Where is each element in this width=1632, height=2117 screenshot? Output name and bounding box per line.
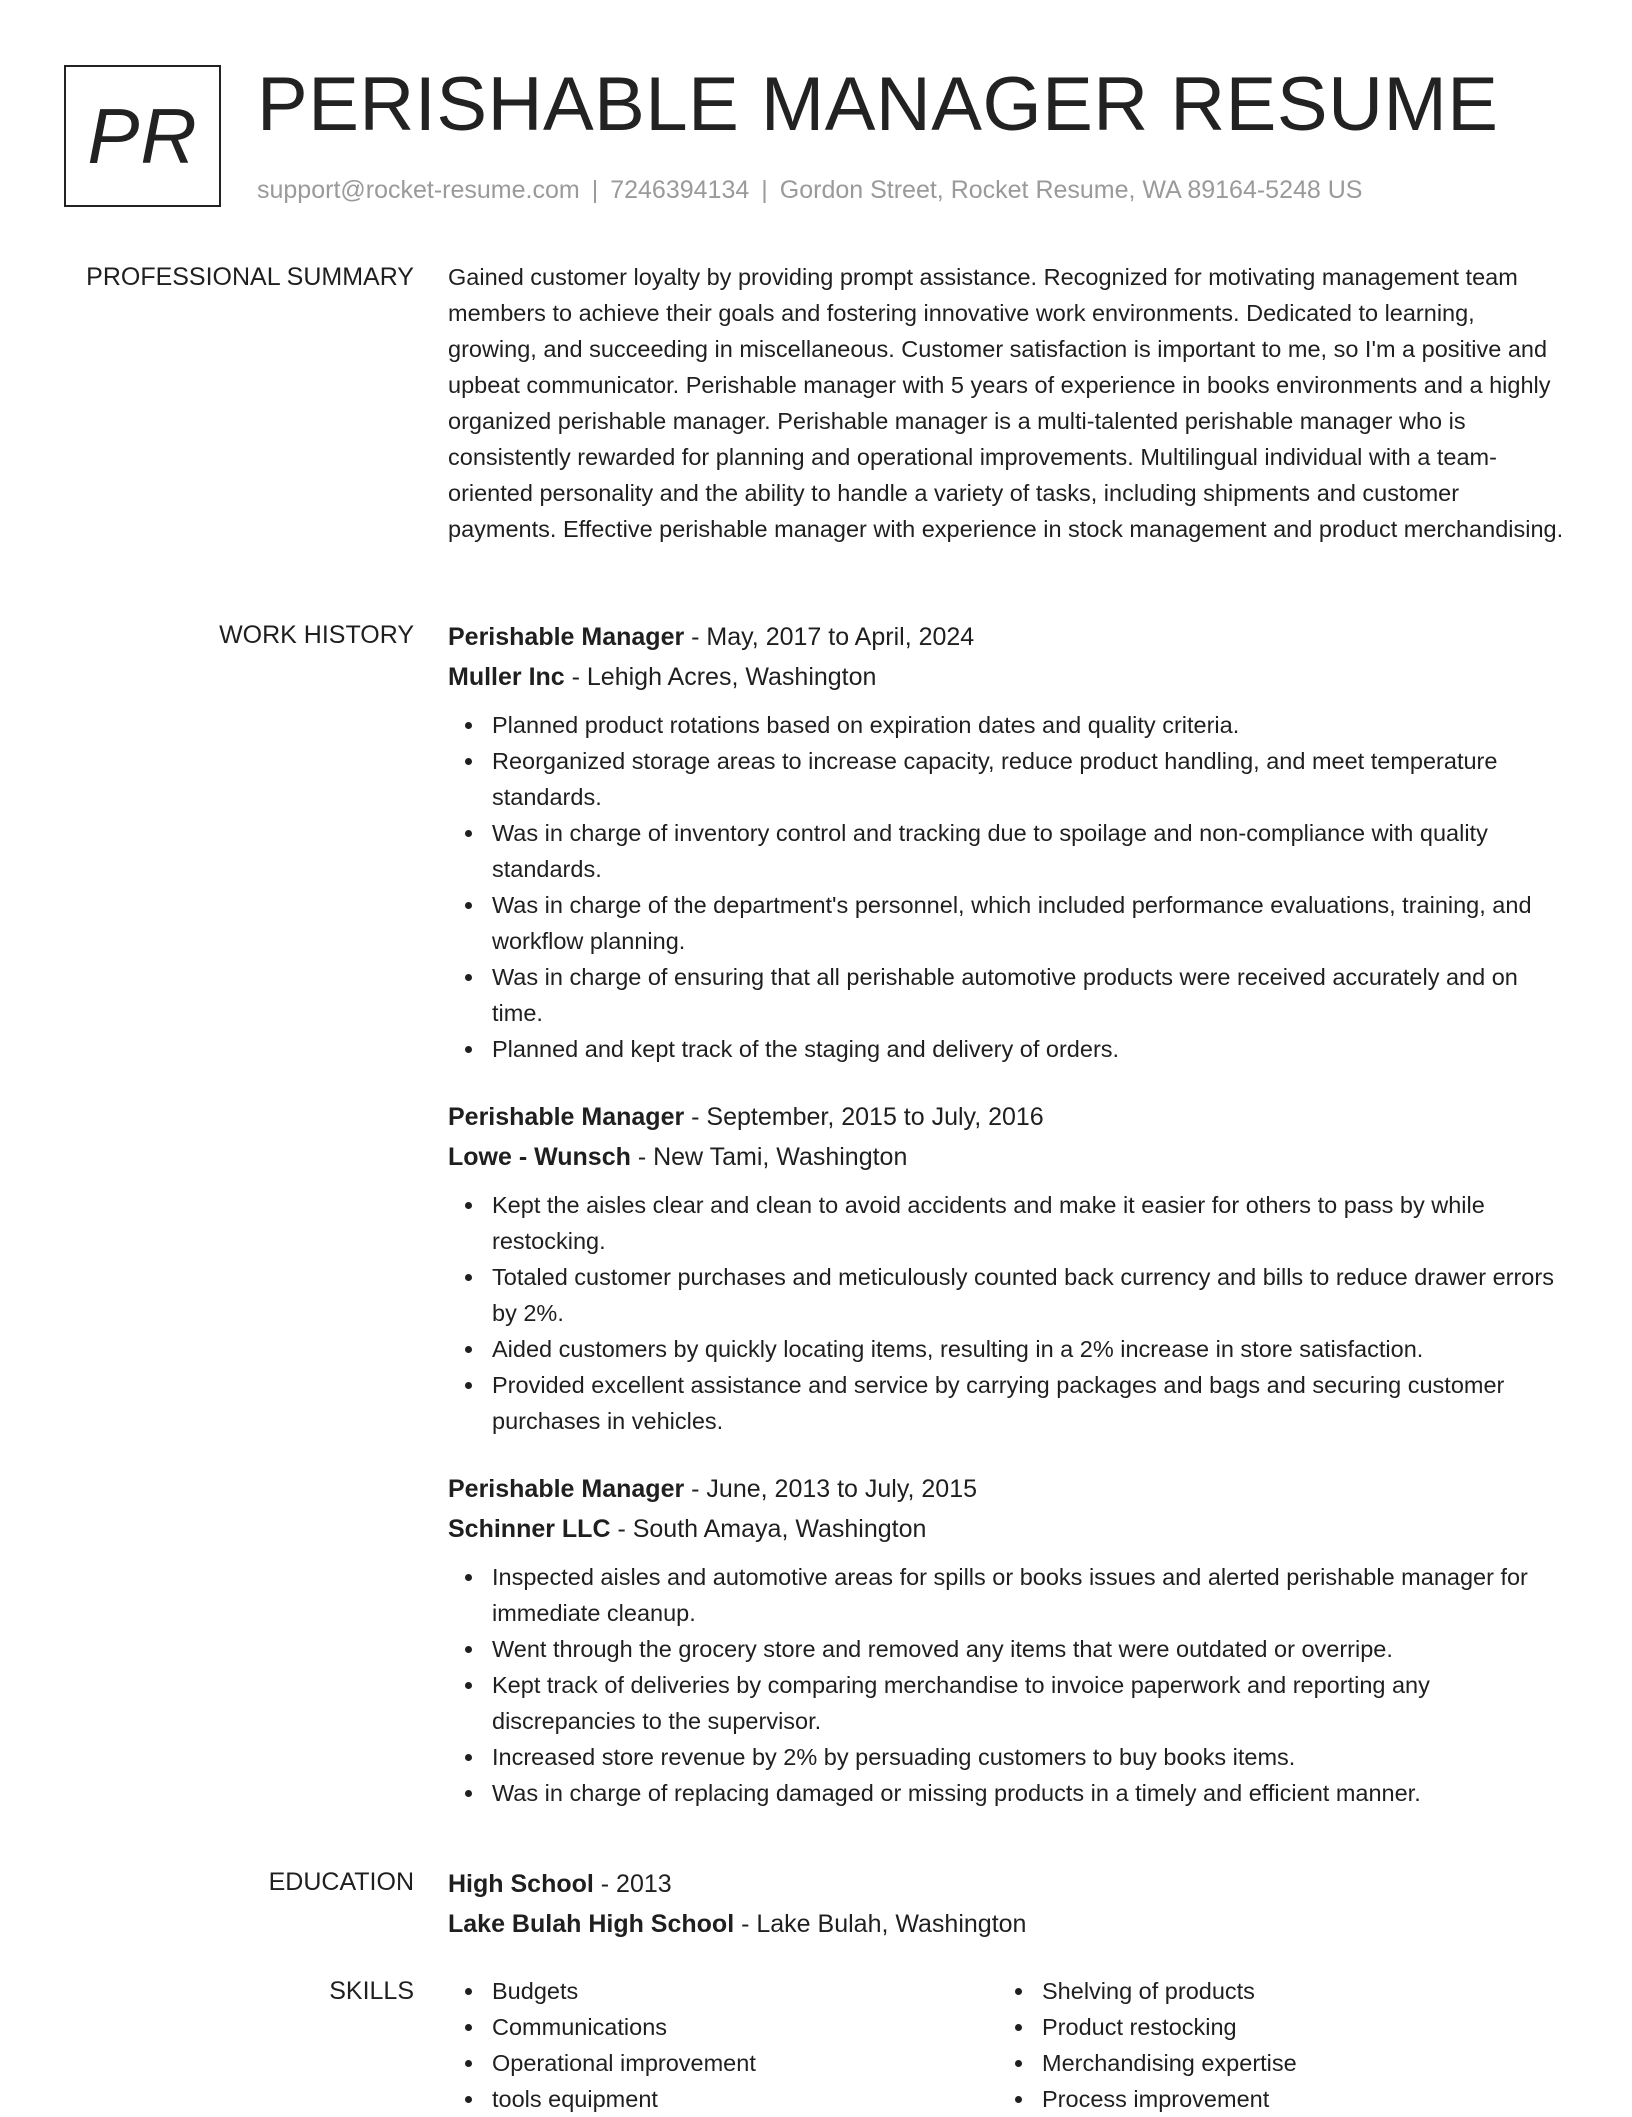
job-title: Perishable Manager	[448, 623, 685, 651]
list-item: Merchandising expertise	[998, 2045, 1548, 2081]
skills-list-right	[998, 1973, 1548, 2117]
contact-phone[interactable]: 7246394134	[610, 176, 750, 204]
list-item: Planned product rotations based on expiration dates and quality criteria.	[448, 707, 1566, 743]
summary-body	[448, 259, 1566, 547]
list-item: Operational improvement	[448, 2045, 998, 2081]
list-item: Planned and kept track of the staging and delivery of orders.	[448, 1031, 1566, 1067]
list-item: Inspected aisles and automotive areas for spills or books issues and alerted perishable manager for immediate cleanup.	[448, 1559, 1566, 1631]
job-dates: - June, 2013 to July, 2015	[684, 1475, 978, 1503]
work-history-body	[448, 617, 1566, 1841]
list-item: Communications	[448, 2009, 998, 2045]
job-company: Schinner LLC	[448, 1515, 611, 1543]
contact-separator: |	[761, 176, 768, 204]
job-entry	[448, 1097, 1566, 1439]
list-item: Kept the aisles clear and clean to avoid accidents and make it easier for others to pass by while restocking.	[448, 1187, 1566, 1259]
list-item: Process improvement	[998, 2081, 1548, 2117]
job-dates: - September, 2015 to July, 2016	[684, 1103, 1044, 1131]
contact-address: Gordon Street, Rocket Resume, WA 89164-5248 US	[779, 176, 1363, 204]
skills-columns	[448, 1973, 1566, 2117]
list-item: tools equipment	[448, 2081, 998, 2117]
list-item: Was in charge of inventory control and tracking due to spoilage and non-compliance with quality standards.	[448, 815, 1566, 887]
job-title-line	[448, 617, 1566, 657]
list-item: Shelving of products	[998, 1973, 1548, 2009]
summary-text: Gained customer loyalty by providing prompt assistance. Recognized for motivating management team members to achieve their goals and fostering innovative work environments. Dedicated to learning, growing, and succeeding in miscellaneous. Customer satisfaction is important to me, so I'm a positive and upbeat communicator. Perishable manager with 5 years of experience in books environments and a highly organized perishable manager. Perishable manager is a multi-talented perishable manager who is consistently rewarded for planning and operational improvements. Multilingual individual with a team-oriented personality and the ability to handle a variety of tasks, including shipments and customer payments. Effective perishable manager with experience in stock management and product merchandising.	[448, 264, 1564, 542]
job-bullets	[448, 1187, 1566, 1439]
job-title: Perishable Manager	[448, 1475, 685, 1503]
job-location: - Lehigh Acres, Washington	[564, 663, 877, 691]
summary-heading: PROFESSIONAL SUMMARY	[86, 263, 414, 291]
education-school: Lake Bulah High School	[448, 1910, 735, 1938]
skills-body	[448, 1973, 1566, 2117]
education-location: - Lake Bulah, Washington	[734, 1910, 1027, 1938]
job-title: Perishable Manager	[448, 1103, 685, 1131]
list-item: Aided customers by quickly locating items, resulting in a 2% increase in store satisfaction.	[448, 1331, 1566, 1367]
list-item: Reorganized storage areas to increase capacity, reduce product handling, and meet temperature standards.	[448, 743, 1566, 815]
contact-line	[257, 175, 1362, 205]
list-item: Totaled customer purchases and meticulously counted back currency and bills to reduce drawer errors by 2%.	[448, 1259, 1566, 1331]
job-company-line	[448, 657, 1566, 697]
education-degree: High School	[448, 1870, 594, 1898]
contact-email[interactable]: support@rocket-resume.com	[257, 176, 580, 204]
list-item: Increased store revenue by 2% by persuading customers to buy books items.	[448, 1739, 1566, 1775]
job-bullets	[448, 707, 1566, 1067]
education-heading: EDUCATION	[268, 1868, 414, 1896]
job-entry	[448, 617, 1566, 1067]
education-year: - 2013	[593, 1870, 672, 1898]
skills-column-right	[998, 1973, 1548, 2117]
list-item: Went through the grocery store and removed any items that were outdated or overripe.	[448, 1631, 1566, 1667]
job-company-line	[448, 1137, 1566, 1177]
job-title-line	[448, 1469, 1566, 1509]
list-item: Was in charge of replacing damaged or missing products in a timely and efficient manner.	[448, 1775, 1566, 1811]
list-item: Was in charge of the department's personnel, which included performance evaluations, training, and workflow planning.	[448, 887, 1566, 959]
job-title-line	[448, 1097, 1566, 1137]
list-item: Product restocking	[998, 2009, 1548, 2045]
monogram-logo: PR	[64, 65, 221, 207]
job-location: - South Amaya, Washington	[610, 1515, 927, 1543]
resume-header	[64, 62, 1584, 211]
skills-column-left	[448, 1973, 998, 2117]
job-company-line	[448, 1509, 1566, 1549]
education-school-line	[448, 1904, 1566, 1944]
education-body	[448, 1864, 1566, 1944]
job-company: Muller Inc	[448, 663, 565, 691]
list-item: Kept track of deliveries by comparing merchandise to invoice paperwork and reporting any discrepancies to the supervisor.	[448, 1667, 1566, 1739]
work-history-heading: WORK HISTORY	[219, 621, 414, 649]
skills-heading: SKILLS	[329, 1977, 414, 2005]
education-degree-line	[448, 1864, 1566, 1904]
list-item: Budgets	[448, 1973, 998, 2009]
job-dates: - May, 2017 to April, 2024	[684, 623, 975, 651]
job-bullets	[448, 1559, 1566, 1811]
job-entry	[448, 1469, 1566, 1811]
contact-separator: |	[591, 176, 599, 204]
job-company: Lowe - Wunsch	[448, 1143, 631, 1171]
skills-list-left	[448, 1973, 998, 2117]
list-item: Provided excellent assistance and service by carrying packages and bags and securing customer purchases in vehicles.	[448, 1367, 1566, 1439]
job-location: - New Tami, Washington	[630, 1143, 908, 1171]
page-title: PERISHABLE MANAGER RESUME	[257, 62, 1499, 147]
list-item: Was in charge of ensuring that all perishable automotive products were received accurately and on time.	[448, 959, 1566, 1031]
